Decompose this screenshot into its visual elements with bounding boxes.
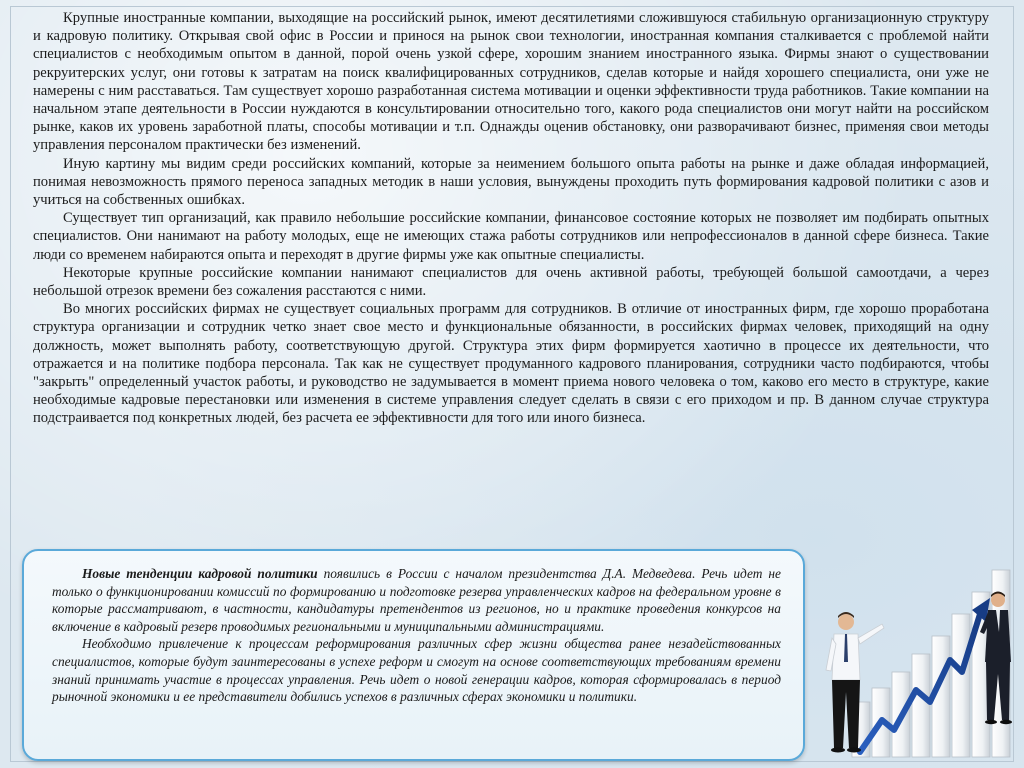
paragraph-small-companies: Существует тип организаций, как правило небольшие российские компании, финансовое состояние которых не позволяет им подбирать опытных специалистов. Они нанимают на работу молодых, еще не имеющих стажа работы сотрудников или непрофессионалов в данной сфере бизнеса. Такие люди со временем набираются опыта и переходят в другие фирмы уже как опытные специалисты.: [33, 210, 989, 263]
callout-paragraph-1: [52, 565, 781, 635]
callout-paragraph-1-text: появились в России с началом президентства Д.А. Медведева. Речь идет не только о функционировании комиссий по формированию и подготовке резерва управленческих кадров на федеральном уровне в которые рассматривают, в частности, кандидатуры претендентов из регионов, но и практике проведения конкурсов на включение в кадровый резерв проводимых региональными и муниципальными администрациями.: [52, 566, 781, 634]
paragraph-foreign-companies: Крупные иностранные компании, выходящие на российский рынок, имеют десятилетиями сложившуюся стабильную организационную структуру и кадровую политику. Открывая свой офис в России и принося на рынок свои технологии, иностранная компания сталкивается с проблемой найти специалистов с необходимым опытом в данной, порой очень узкой сфере, хорошим знанием иностранного языка. Фирмы знают о существовании рекруитерских услуг, они готовы к затратам на поиск квалифицированных сотрудников, сделав которые и найдя хорошего специалиста, они уже не намерены с ним расставаться. Там существует хорошо разработанная система мотивации и оценки эффективности труда работников. Такие компании на начальном этапе деятельности в России нуждаются в консультировании относительно того, какого рода специалистов они могут найти на российском рынке, каков их уровень заработной платы, способы мотивации и т.п. Однажды оценив обстановку, они разворачивают бизнес, применяя свои методы управления персоналом практически без изменений.: [33, 10, 989, 154]
paragraph-social-programs: Во многих российских фирмах не существует социальных программ для сотрудников. В отличие от иностранных фирм, где хорошо проработана структура организации и сотрудник четко знает свое место и функциональные обязанности, в российских фирмах человек, приходящий на одну должность, может выполнять работу, соответствующую другой. Структура этих фирм формируется хаотично в процессе их деятельности, что отражается и на политике подбора персонала. Так как не существует продуманного кадрового планирования, сотрудники часто подбираются, чтобы "закрыть" определенный участок работы, и руководство не задумывается в момент приема нового человека о том, каково его место в структуре, какие необходимые кадровые перестановки или изменения в системе управления следует сделать в связи с его приходом и пр. В данном случае структура подстраивается под конкретных людей, без расчета ее эффективности для того или иного бизнеса.: [33, 301, 989, 427]
callout-paragraph-2: Необходимо привлечение к процессам реформирования различных сфер жизни общества ранее незадействованных специалистов, которые будут заинтересованы в успехе реформ и смогут на основе соответствующих требованиям времени знаний принимать участие в процессах управления. Речь идет о новой генерации кадров, которая сформировалась в период рыночной экономики и ее представители добились успехов в различных сферах экономики и политики.: [52, 636, 781, 705]
business-growth-chart-icon: [812, 552, 1018, 760]
paragraph-russian-companies: Иную картину мы видим среди российских компаний, которые за неимением большого опыта работы на рынке и даже обладая информацией, понимая невозможность прямого переноса западных методик в наши условия, вынуждены проходить путь формирования кадровой политики с азов и учиться на собственных ошибках.: [33, 155, 989, 209]
paragraph-large-companies: Некоторые крупные российские компании нанимают специалистов для очень активной работы, требующей большой самоотдачи, а через небольшой отрезок времени без сожаления расстаются с ними.: [33, 264, 989, 300]
main-text: [33, 9, 989, 428]
callout-box: [22, 549, 805, 761]
callout-title: Новые тенденции кадровой политики: [82, 566, 318, 581]
